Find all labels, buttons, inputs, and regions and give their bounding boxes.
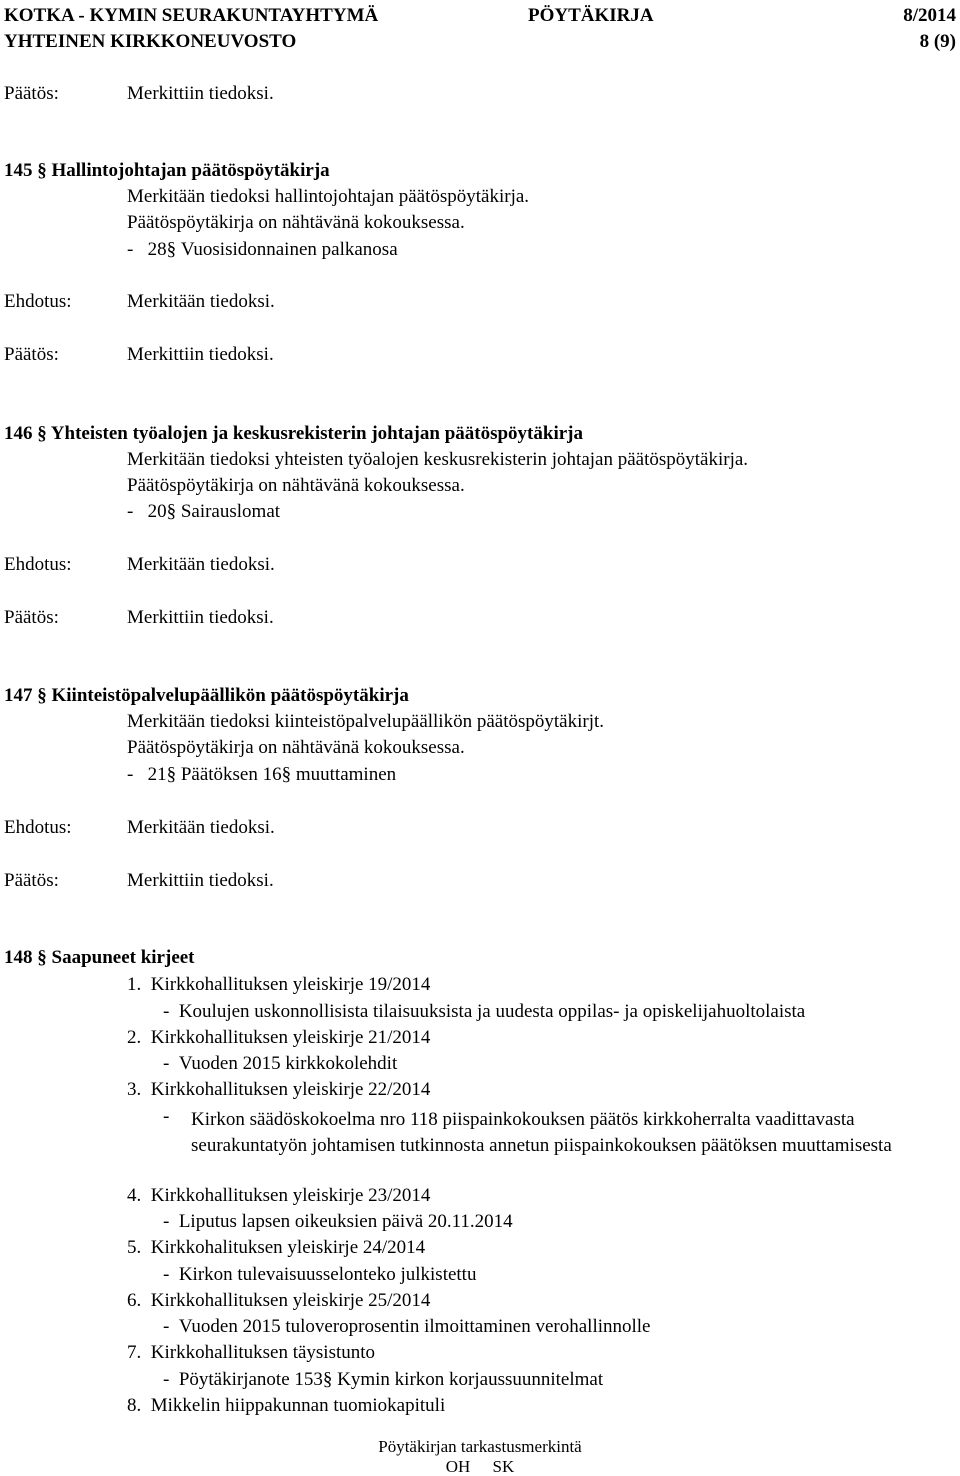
list-number: 6.: [127, 1290, 142, 1311]
decision-text: Merkittiin tiedoksi.: [127, 607, 274, 628]
list-item: [127, 1080, 430, 1099]
item-text: Merkitään tiedoksi yhteisten työalojen keskusrekisterin johtajan päätöspöytäkirja.: [127, 449, 749, 470]
item-number: 147: [4, 685, 33, 706]
letter-title: Kirkkohallituksen yleiskirje 19/2014: [150, 974, 431, 995]
item-heading: [4, 424, 583, 443]
letter-subject: Koulujen uskonnollisista tilaisuuksista ja uudesta oppilas- ja opiskelijahuoltolaista: [178, 1001, 806, 1022]
list-item: [127, 1238, 425, 1257]
item-text: Päätöspöytäkirja on nähtävänä kokouksessa.: [127, 212, 465, 233]
ref-number: 20: [147, 501, 167, 522]
list-subitem: - Kirkon tulevaisuusselonteko julkistettu: [163, 1264, 477, 1285]
item-number: 145: [4, 160, 33, 181]
list-number: 2.: [127, 1027, 142, 1048]
list-number: 8.: [127, 1395, 142, 1416]
page-number: 8 (9): [919, 31, 956, 52]
proposal-text: Merkitään tiedoksi.: [127, 817, 275, 838]
decision-text: Merkittiin tiedoksi.: [127, 344, 274, 365]
decision-text: Merkittiin tiedoksi.: [127, 83, 274, 104]
letter-subject: Kirkon tulevaisuusselonteko julkistettu: [178, 1264, 477, 1285]
letter-title: Kirkkohallituksen täysistunto: [150, 1342, 376, 1363]
proposal-label: Ehdotus:: [4, 554, 72, 575]
letter-subject-2: Kymin kirkon korjaussuunnitelmat: [337, 1369, 604, 1390]
footer-initials: OH SK: [445, 1457, 515, 1476]
doc-number: 8/2014: [903, 5, 956, 26]
section-sign-icon: §: [166, 501, 177, 522]
item-title: Yhteisten työalojen ja keskusrekisterin johtajan päätöspöytäkirja: [50, 423, 583, 444]
decision-text: Merkittiin tiedoksi.: [127, 870, 274, 891]
list-subitem: - Pöytäkirjanote 153§ Kymin kirkon korjaussuunnitelmat: [163, 1369, 604, 1390]
letter-title: Kirkkohallituksen yleiskirje 21/2014: [150, 1027, 431, 1048]
letter-subject: Vuoden 2015 kirkkokolehdit: [178, 1053, 398, 1074]
item-text: Merkitään tiedoksi kiinteistöpalvelupäällikön päätöspöytäkirjt.: [127, 711, 605, 732]
list-subitem: - Vuoden 2015 kirkkokolehdit: [163, 1053, 398, 1074]
list-subitem: - Vuoden 2015 tuloveroprosentin ilmoittaminen verohallinnolle: [163, 1316, 651, 1337]
list-number: 5.: [127, 1237, 142, 1258]
ref-dash: -: [127, 239, 134, 260]
section-sign-icon: §: [322, 1369, 333, 1390]
ref-number: 28: [147, 239, 167, 260]
item-title: Kiinteistöpalvelupäällikön päätöspöytäkirja: [51, 685, 409, 706]
section-sign-icon: §: [166, 764, 177, 785]
letter-title: Kirkkohalituksen yleiskirje 24/2014: [150, 1237, 426, 1258]
ref-text: Päätöksen 16: [180, 764, 282, 785]
section-sign-icon: §: [166, 239, 177, 260]
ref-text: Sairauslomat: [180, 501, 281, 522]
ref-text-2: muuttaminen: [295, 764, 397, 785]
item-heading: [4, 161, 330, 180]
doc-type: PÖYTÄKIRJA: [528, 5, 654, 26]
section-sign-icon: §: [37, 947, 47, 968]
letter-title: Kirkkohallituksen yleiskirje 25/2014: [150, 1290, 431, 1311]
proposal-label: Ehdotus:: [4, 291, 72, 312]
list-item: [127, 1343, 375, 1362]
item-reference: [127, 502, 280, 521]
proposal-text: Merkitään tiedoksi.: [127, 554, 275, 575]
list-number: 7.: [127, 1342, 142, 1363]
letter-title: Kirkkohallituksen yleiskirje 23/2014: [150, 1185, 431, 1206]
ref-text: Vuosisidonnainen palkanosa: [180, 239, 398, 260]
section-sign-icon: §: [281, 764, 292, 785]
body-name: YHTEINEN KIRKKONEUVOSTO: [4, 31, 297, 52]
letter-title: Kirkkohallituksen yleiskirje 22/2014: [150, 1079, 431, 1100]
decision-label: Päätös:: [4, 344, 59, 365]
letter-subject: Pöytäkirjanote 153: [178, 1369, 323, 1390]
item-title: Saapuneet kirjeet: [51, 947, 195, 968]
item-number: 146: [4, 423, 33, 444]
decision-label: Päätös:: [4, 83, 59, 104]
list-item: [127, 975, 430, 994]
list-subitem-dash: -: [163, 1106, 170, 1127]
ref-dash: -: [127, 501, 134, 522]
list-subitem: - Liputus lapsen oikeuksien päivä 20.11.2014: [163, 1211, 513, 1232]
list-number: 1.: [127, 974, 142, 995]
section-sign-icon: §: [37, 423, 47, 444]
item-number: 148: [4, 947, 33, 968]
list-item: [127, 1291, 430, 1310]
letter-subject: Vuoden 2015 tuloveroprosentin ilmoittaminen verohallinnolle: [178, 1316, 651, 1337]
decision-label: Päätös:: [4, 870, 59, 891]
letter-subject: Liputus lapsen oikeuksien päivä 20.11.2014: [178, 1211, 513, 1232]
list-subitem: - Koulujen uskonnollisista tilaisuuksista ja uudesta oppilas- ja opiskelijahuoltolaista: [163, 1001, 806, 1022]
list-number: 3.: [127, 1079, 142, 1100]
letter-subject: Kirkon säädöskokoelma nro 118 piispainkokouksen päätös kirkkoherralta vaadittavasta seurakuntatyön johtamisen tutkinnosta annetun piispainkokouksen päätöksen muuttamisesta: [191, 1109, 892, 1156]
org-name: KOTKA - KYMIN SEURAKUNTAYHTYMÄ: [4, 5, 379, 26]
ref-dash: -: [127, 764, 134, 785]
footer-caption: Pöytäkirjan tarkastusmerkintä: [378, 1437, 582, 1456]
list-item: [127, 1186, 430, 1205]
ref-number: 21: [147, 764, 167, 785]
list-item: [127, 1396, 445, 1415]
proposal-label: Ehdotus:: [4, 817, 72, 838]
list-number: 4.: [127, 1185, 142, 1206]
letter-title: Mikkelin hiippakunnan tuomiokapituli: [150, 1395, 446, 1416]
section-sign-icon: §: [37, 160, 47, 181]
item-text: Päätöspöytäkirja on nähtävänä kokouksessa.: [127, 737, 465, 758]
decision-label: Päätös:: [4, 607, 59, 628]
item-text: Päätöspöytäkirja on nähtävänä kokouksessa.: [127, 475, 465, 496]
item-title: Hallintojohtajan päätöspöytäkirja: [51, 160, 330, 181]
list-item: [127, 1028, 430, 1047]
item-text: Merkitään tiedoksi hallintojohtajan päätöspöytäkirja.: [127, 186, 530, 207]
section-sign-icon: §: [37, 685, 47, 706]
item-heading: [4, 948, 195, 967]
item-reference: [127, 765, 396, 784]
proposal-text: Merkitään tiedoksi.: [127, 291, 275, 312]
item-heading: [4, 686, 409, 705]
item-reference: [127, 240, 398, 259]
